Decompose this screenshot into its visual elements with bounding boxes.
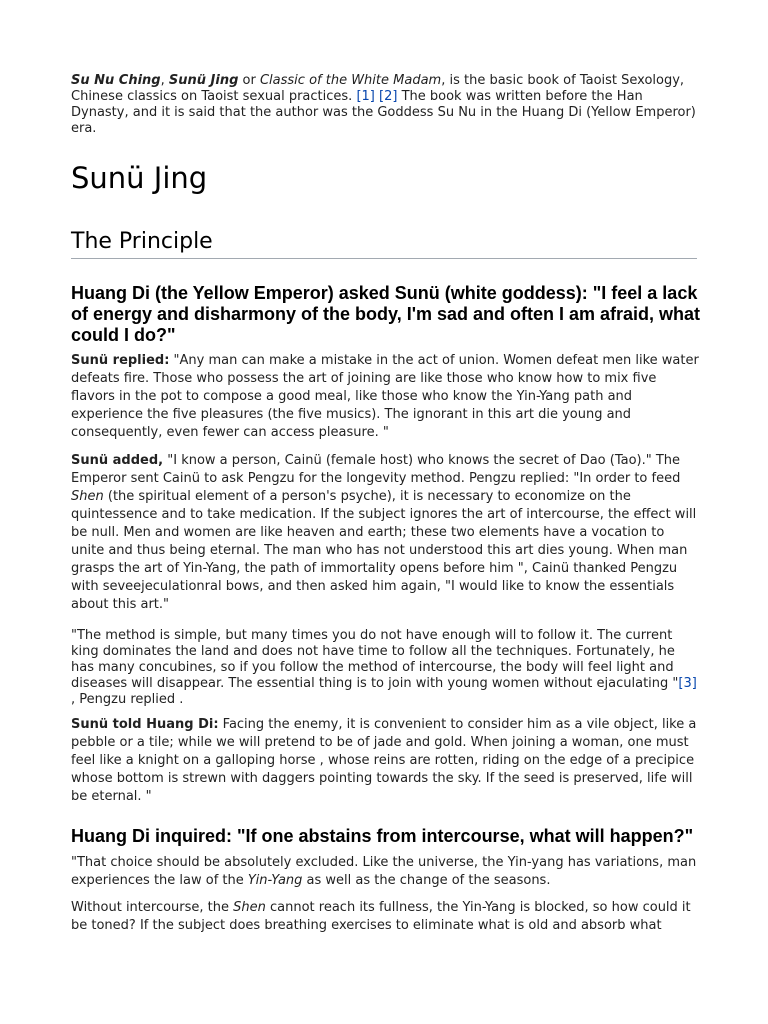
page-title: Sunü Jing: [71, 161, 208, 195]
paragraph-method: "The method is simple, but many times you do not have enough will to follow it. The current king dominates the land and does not have time to follow all the techniques. Fortunately, he has many concubines, so if you follow the method of intercourse, the body will feel light and diseases will disappear. The essential thing is to join with young women without ejaculating "[3] , Pengzu replied .: [71, 628, 697, 707]
paragraph-choice: "That choice should be absolutely excluded. Like the universe, the Yin-yang has variations, man experiences the law of the Yin-Yang as well as the change of the seasons.: [71, 855, 697, 888]
question-heading-2: Huang Di inquired: "If one abstains from intercourse, what will happen?": [71, 826, 694, 846]
intro-term-su-nu-ching: Su Nu Ching: [71, 73, 161, 88]
paragraph-sunu-told: Sunü told Huang Di: Facing the enemy, it is convenient to consider him as a vile object, like a pebble or a tile; while we will pretend to be of jade and gold. When joining a woman, one must feel like a knight on a galloping horse , whose reins are rotten, riding on the edge of a precipice whose bottom is strewn with daggers pointing towards the sky. If the seed is preserved, life will be eternal. ": [71, 717, 697, 804]
paragraph-sunu-replied: Sunü replied: "Any man can make a mistake in the act of union. Women defeat men like water defeats fire. Those who possess the art of joining are like those who know how to mix five flavors in the pot to compose a good meal, like those who know the Yin-Yang path and experience the five pleasures (the five musics). The ignorant in this art die young and consequently, even fewer can access pleasure. ": [71, 353, 699, 440]
reference-link-3[interactable]: [3]: [678, 676, 697, 691]
intro-term-sunu-jing: Sunü Jing: [168, 73, 239, 88]
reference-link-2[interactable]: [2]: [379, 89, 398, 104]
paragraph-without-intercourse: Without intercourse, the Shen cannot reach its fullness, the Yin-Yang is blocked, so how could it be toned? If the subject does breathing exercises to eliminate what is old and absorb what: [71, 900, 691, 933]
intro-paragraph: Su Nu Ching, Sunü Jing or Classic of the White Madam, is the basic book of Taoist Sexology, Chinese classics on Taoist sexual practices. [1] [2] The book was written before the Han Dynasty, and it is said that the author was the Goddess Su Nu in the Huang Di (Yellow Emperor) era.: [71, 73, 696, 136]
question-heading-1: Huang Di (the Yellow Emperor) asked Sunü (white goddess): "I feel a lack of energy and disharmony of the body, I'm sad and often I am afraid, what could I do?": [71, 283, 701, 345]
section-heading: The Principle: [71, 228, 697, 259]
intro-term-classic: Classic of the White Madam: [259, 73, 442, 88]
paragraph-sunu-added: Sunü added, "I know a person, Cainü (female host) who knows the secret of Dao (Tao)." The Emperor sent Cainü to ask Pengzu for the longevity method. Pengzu replied: "In order to feed Shen (the spiritual element of a person's psyche), it is necessary to economize on the quintessence and to take medication. If the subject ignores the art of intercourse, the effect will be null. Men and women are like heaven and earth; these two elements have a vocation to unite and thus being eternal. The man who has not understood this art dies young. When man grasps the art of Yin-Yang, the path of immortality opens before him ", Cainü thanked Pengzu with seveejeculationral bows, and then asked him again, "I would like to know the essentials about this art.": [71, 453, 697, 612]
reference-link-1[interactable]: [1]: [356, 89, 375, 104]
